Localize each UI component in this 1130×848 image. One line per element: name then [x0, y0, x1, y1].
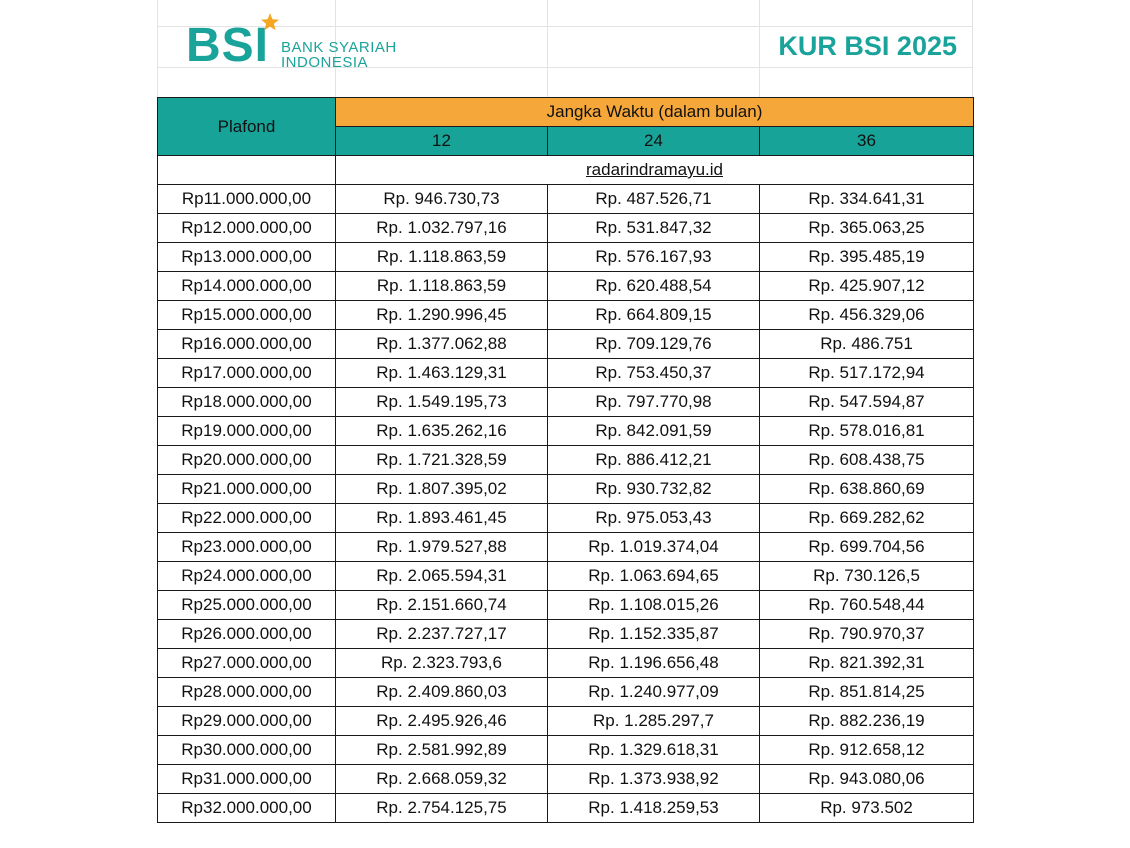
source-label: radarindramayu.id [336, 156, 974, 185]
installment-36-cell: Rp. 760.548,44 [760, 591, 974, 620]
table-row [158, 417, 974, 446]
installment-12-cell: Rp. 1.032.797,16 [336, 214, 548, 243]
table-row [158, 504, 974, 533]
installment-36-cell: Rp. 790.970,37 [760, 620, 974, 649]
installment-36-cell: Rp. 699.704,56 [760, 533, 974, 562]
logo-subtitle-line2: INDONESIA [281, 54, 369, 71]
installment-36-cell: Rp. 821.392,31 [760, 649, 974, 678]
plafond-cell: Rp16.000.000,00 [158, 330, 336, 359]
table-row [158, 765, 974, 794]
installment-36-cell: Rp. 882.236,19 [760, 707, 974, 736]
page-title: KUR BSI 2025 [778, 31, 957, 61]
gridline [157, 67, 973, 68]
gridline [972, 0, 973, 97]
installment-36-cell: Rp. 425.907,12 [760, 272, 974, 301]
installment-12-cell: Rp. 1.118.863,59 [336, 243, 548, 272]
table-row [158, 620, 974, 649]
table-row [158, 794, 974, 823]
installment-36-cell: Rp. 943.080,06 [760, 765, 974, 794]
logo-subtitle-line1: BANK SYARIAH [281, 39, 397, 56]
table-row [158, 736, 974, 765]
term-group-header: Jangka Waktu (dalam bulan) [336, 98, 974, 127]
plafond-cell: Rp19.000.000,00 [158, 417, 336, 446]
table-row [158, 446, 974, 475]
installment-12-cell: Rp. 2.237.727,17 [336, 620, 548, 649]
table-row [158, 591, 974, 620]
installment-36-cell: Rp. 912.658,12 [760, 736, 974, 765]
table-row [158, 185, 974, 214]
star-icon [260, 12, 280, 32]
installment-24-cell: Rp. 620.488,54 [548, 272, 760, 301]
plafond-cell: Rp26.000.000,00 [158, 620, 336, 649]
plafond-cell: Rp22.000.000,00 [158, 504, 336, 533]
table-row [158, 649, 974, 678]
table-row [158, 533, 974, 562]
installment-36-cell: Rp. 973.502 [760, 794, 974, 823]
installment-24-cell: Rp. 1.329.618,31 [548, 736, 760, 765]
plafond-cell: Rp25.000.000,00 [158, 591, 336, 620]
table-row [158, 243, 974, 272]
installment-12-cell: Rp. 1.979.527,88 [336, 533, 548, 562]
installment-12-cell: Rp. 2.065.594,31 [336, 562, 548, 591]
month-header-36: 36 [760, 127, 974, 156]
installment-36-cell: Rp. 517.172,94 [760, 359, 974, 388]
installment-24-cell: Rp. 930.732,82 [548, 475, 760, 504]
table-row [158, 562, 974, 591]
month-header-12: 12 [336, 127, 548, 156]
gridline [759, 0, 760, 97]
installment-36-cell: Rp. 608.438,75 [760, 446, 974, 475]
plafond-cell: Rp12.000.000,00 [158, 214, 336, 243]
plafond-cell: Rp20.000.000,00 [158, 446, 336, 475]
installment-24-cell: Rp. 1.196.656,48 [548, 649, 760, 678]
plafond-cell: Rp28.000.000,00 [158, 678, 336, 707]
installment-36-cell: Rp. 638.860,69 [760, 475, 974, 504]
installment-36-cell: Rp. 578.016,81 [760, 417, 974, 446]
plafond-cell: Rp17.000.000,00 [158, 359, 336, 388]
installment-24-cell: Rp. 1.063.694,65 [548, 562, 760, 591]
installment-12-cell: Rp. 946.730,73 [336, 185, 548, 214]
plafond-cell: Rp29.000.000,00 [158, 707, 336, 736]
table-row [158, 388, 974, 417]
plafond-cell: Rp13.000.000,00 [158, 243, 336, 272]
plafond-cell: Rp24.000.000,00 [158, 562, 336, 591]
table-row [158, 330, 974, 359]
installment-24-cell: Rp. 487.526,71 [548, 185, 760, 214]
installment-12-cell: Rp. 2.409.860,03 [336, 678, 548, 707]
installment-24-cell: Rp. 975.053,43 [548, 504, 760, 533]
installment-12-cell: Rp. 2.581.992,89 [336, 736, 548, 765]
installment-24-cell: Rp. 1.418.259,53 [548, 794, 760, 823]
table-row [158, 678, 974, 707]
plafond-cell: Rp11.000.000,00 [158, 185, 336, 214]
installment-36-cell: Rp. 395.485,19 [760, 243, 974, 272]
source-spacer [158, 156, 336, 185]
installment-24-cell: Rp. 886.412,21 [548, 446, 760, 475]
table-row [158, 359, 974, 388]
installment-12-cell: Rp. 1.118.863,59 [336, 272, 548, 301]
installment-24-cell: Rp. 842.091,59 [548, 417, 760, 446]
installment-24-cell: Rp. 1.373.938,92 [548, 765, 760, 794]
installment-12-cell: Rp. 2.151.660,74 [336, 591, 548, 620]
installment-24-cell: Rp. 1.108.015,26 [548, 591, 760, 620]
installment-36-cell: Rp. 334.641,31 [760, 185, 974, 214]
table-row [158, 272, 974, 301]
plafond-header: Plafond [158, 98, 336, 156]
installment-12-cell: Rp. 1.377.062,88 [336, 330, 548, 359]
gridline [547, 0, 548, 97]
installment-24-cell: Rp. 1.285.297,7 [548, 707, 760, 736]
installment-24-cell: Rp. 664.809,15 [548, 301, 760, 330]
installment-24-cell: Rp. 1.019.374,04 [548, 533, 760, 562]
installment-24-cell: Rp. 1.152.335,87 [548, 620, 760, 649]
installment-12-cell: Rp. 1.893.461,45 [336, 504, 548, 533]
installment-12-cell: Rp. 1.635.262,16 [336, 417, 548, 446]
logo-wordmark: BSI [186, 19, 270, 72]
installment-12-cell: Rp. 1.549.195,73 [336, 388, 548, 417]
table-row [158, 475, 974, 504]
installment-36-cell: Rp. 486.751 [760, 330, 974, 359]
plafond-cell: Rp31.000.000,00 [158, 765, 336, 794]
installment-12-cell: Rp. 2.323.793,6 [336, 649, 548, 678]
installment-12-cell: Rp. 2.754.125,75 [336, 794, 548, 823]
logo-subtitle [281, 40, 397, 70]
installment-12-cell: Rp. 1.807.395,02 [336, 475, 548, 504]
plafond-cell: Rp15.000.000,00 [158, 301, 336, 330]
plafond-cell: Rp30.000.000,00 [158, 736, 336, 765]
plafond-cell: Rp21.000.000,00 [158, 475, 336, 504]
plafond-cell: Rp27.000.000,00 [158, 649, 336, 678]
installment-24-cell: Rp. 1.240.977,09 [548, 678, 760, 707]
installment-12-cell: Rp. 2.495.926,46 [336, 707, 548, 736]
installment-24-cell: Rp. 709.129,76 [548, 330, 760, 359]
plafond-cell: Rp23.000.000,00 [158, 533, 336, 562]
installment-36-cell: Rp. 851.814,25 [760, 678, 974, 707]
gridline [157, 0, 158, 97]
installment-36-cell: Rp. 365.063,25 [760, 214, 974, 243]
installment-36-cell: Rp. 669.282,62 [760, 504, 974, 533]
installment-12-cell: Rp. 1.290.996,45 [336, 301, 548, 330]
installment-24-cell: Rp. 753.450,37 [548, 359, 760, 388]
plafond-cell: Rp32.000.000,00 [158, 794, 336, 823]
installment-table [157, 97, 974, 823]
installment-24-cell: Rp. 576.167,93 [548, 243, 760, 272]
plafond-cell: Rp14.000.000,00 [158, 272, 336, 301]
installment-36-cell: Rp. 456.329,06 [760, 301, 974, 330]
installment-36-cell: Rp. 547.594,87 [760, 388, 974, 417]
plafond-cell: Rp18.000.000,00 [158, 388, 336, 417]
table-row [158, 707, 974, 736]
installment-12-cell: Rp. 2.668.059,32 [336, 765, 548, 794]
installment-12-cell: Rp. 1.463.129,31 [336, 359, 548, 388]
table-row [158, 301, 974, 330]
month-header-24: 24 [548, 127, 760, 156]
installment-24-cell: Rp. 797.770,98 [548, 388, 760, 417]
installment-24-cell: Rp. 531.847,32 [548, 214, 760, 243]
installment-36-cell: Rp. 730.126,5 [760, 562, 974, 591]
installment-12-cell: Rp. 1.721.328,59 [336, 446, 548, 475]
table-row [158, 214, 974, 243]
